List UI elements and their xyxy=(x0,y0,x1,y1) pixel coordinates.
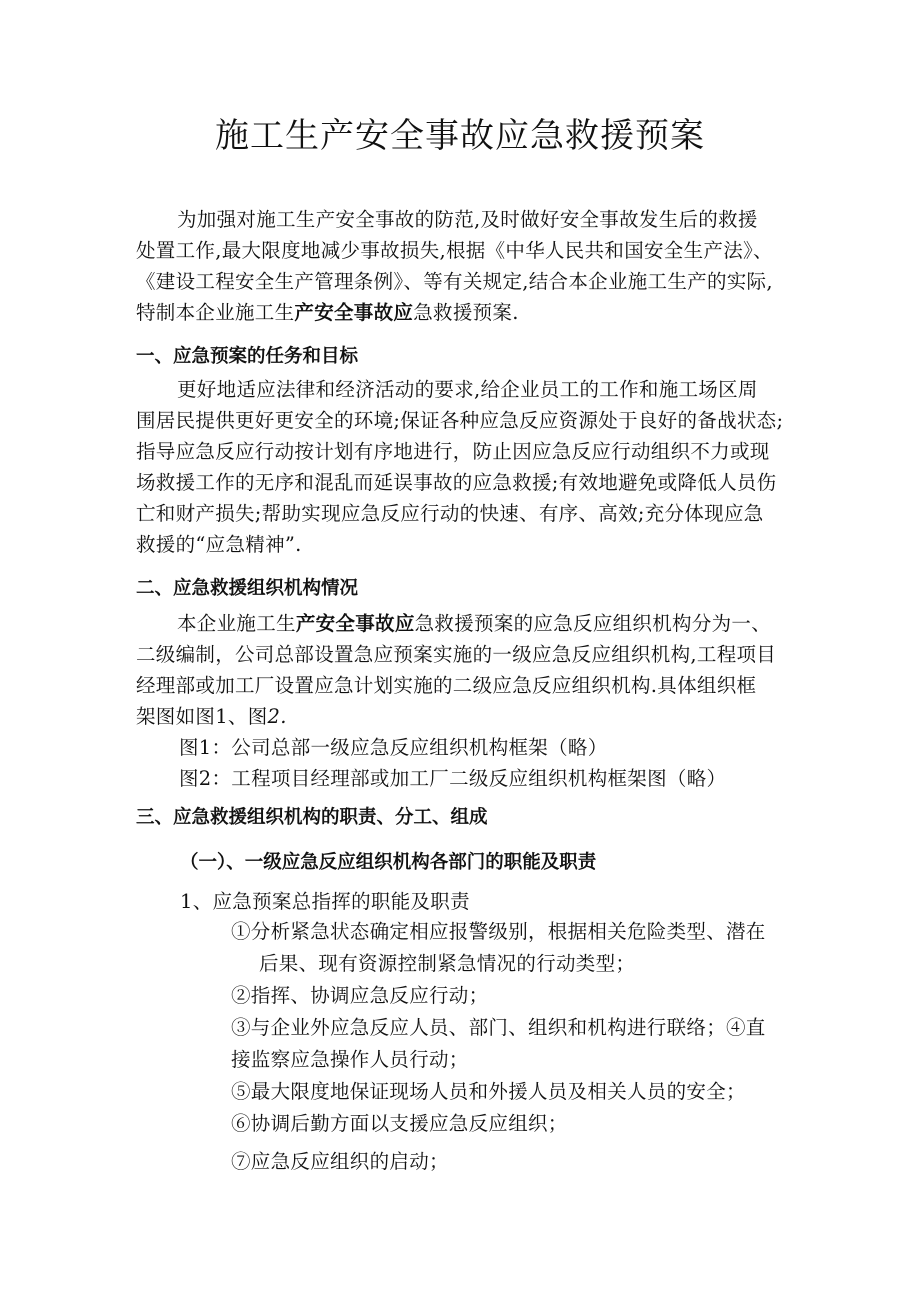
intro-line: 处置工作,最大限度地减少事故损失,根据《中华人民共和国安全生产法》、 xyxy=(136,239,773,262)
section1-paragraph xyxy=(136,374,783,560)
section2-line-first xyxy=(136,608,776,639)
section2-text: 本企业施工生 xyxy=(177,612,296,635)
intro-text: 急救援预案. xyxy=(413,301,519,324)
section1-line: 场救援工作的无序和混乱而延误事故的应急救援;有效地避免或降低人员伤 xyxy=(136,471,777,494)
document-title: 施工生产安全事故应急救援预案 xyxy=(215,116,705,156)
section2-bold-text: 产安全事故应 xyxy=(295,612,415,635)
section2-text: 急救援预案的应急反应组织机构分为一、 xyxy=(414,612,772,635)
duty-item: ③与企业外应急反应人员、部门、组织和机构进行联络；④直 xyxy=(231,1016,766,1039)
section1-line: 更好地适应法律和经济活动的要求,给企业员工的工作和施工场区周 xyxy=(177,378,758,401)
section2-line-last xyxy=(136,701,776,732)
section1-line: 指导应急反应行动按计划有序地进行，防止因应急反应行动组织不力或现 xyxy=(136,440,770,463)
section1-heading: 一、应急预案的任务和目标 xyxy=(136,346,359,367)
section2-heading: 二、应急救援组织机构情况 xyxy=(136,578,359,599)
section1-line: 围居民提供更好更安全的环境;保证各种应急反应资源处于良好的备战状态; xyxy=(136,409,784,432)
intro-bold-text: 产安全事故应 xyxy=(294,301,414,324)
section1-line: 亡和财产损失;帮助实现应急反应行动的快速、有序、高效;充分体现应急 xyxy=(136,502,764,525)
section3-subheading: （一）、一级应急反应组织机构各部门的职能及职责 xyxy=(180,852,597,873)
section1-line: 救援的“应急精神”. xyxy=(136,533,302,556)
duty-item: ⑥协调后勤方面以支援应急反应组织； xyxy=(231,1112,568,1135)
duties-list xyxy=(231,916,766,1178)
section2-text: 架图如图1、图 xyxy=(136,705,268,728)
figure2-caption: 图2：工程项目经理部或加工厂二级反应组织机构框架图（略） xyxy=(179,767,727,790)
intro-line-last xyxy=(136,297,773,328)
item1-title: 1、应急预案总指挥的职能及职责 xyxy=(180,890,470,913)
section2-paragraph xyxy=(136,608,776,794)
intro-line: 为加强对施工生产安全事故的防范,及时做好安全事故发生后的救援 xyxy=(177,208,758,231)
duty-item: ⑦应急反应组织的启动； xyxy=(231,1150,449,1173)
figure1-caption: 图1：公司总部一级应急反应组织机构框架（略） xyxy=(179,736,608,759)
duty-item: ⑤最大限度地保证现场人员和外援人员及相关人员的安全； xyxy=(231,1080,746,1103)
intro-paragraph xyxy=(136,204,773,328)
section3-heading: 三、应急救援组织机构的职责、分工、组成 xyxy=(136,807,488,828)
section2-line: 经理部或加工厂设置应急计划实施的二级应急反应组织机构.具体组织框 xyxy=(136,674,757,697)
duty-item-continuation: 后果、现有资源控制紧急情况的行动类型； xyxy=(259,952,636,975)
intro-text: 特制本企业施工生 xyxy=(136,301,295,324)
intro-line: 《建设工程安全生产管理条例》、等有关规定,结合本企业施工生产的实际, xyxy=(136,270,773,293)
duty-item: ②指挥、协调应急反应行动； xyxy=(231,984,489,1007)
duty-item-continuation: 接监察应急操作人员行动； xyxy=(231,1048,469,1071)
duty-item: ①分析紧急状态确定相应报警级别，根据相关危险类型、潜在 xyxy=(231,920,766,943)
section2-line: 二级编制，公司总部设置急应预案实施的一级应急反应组织机构,工程项目 xyxy=(136,643,777,666)
section2-italic-text: 2. xyxy=(267,705,287,728)
